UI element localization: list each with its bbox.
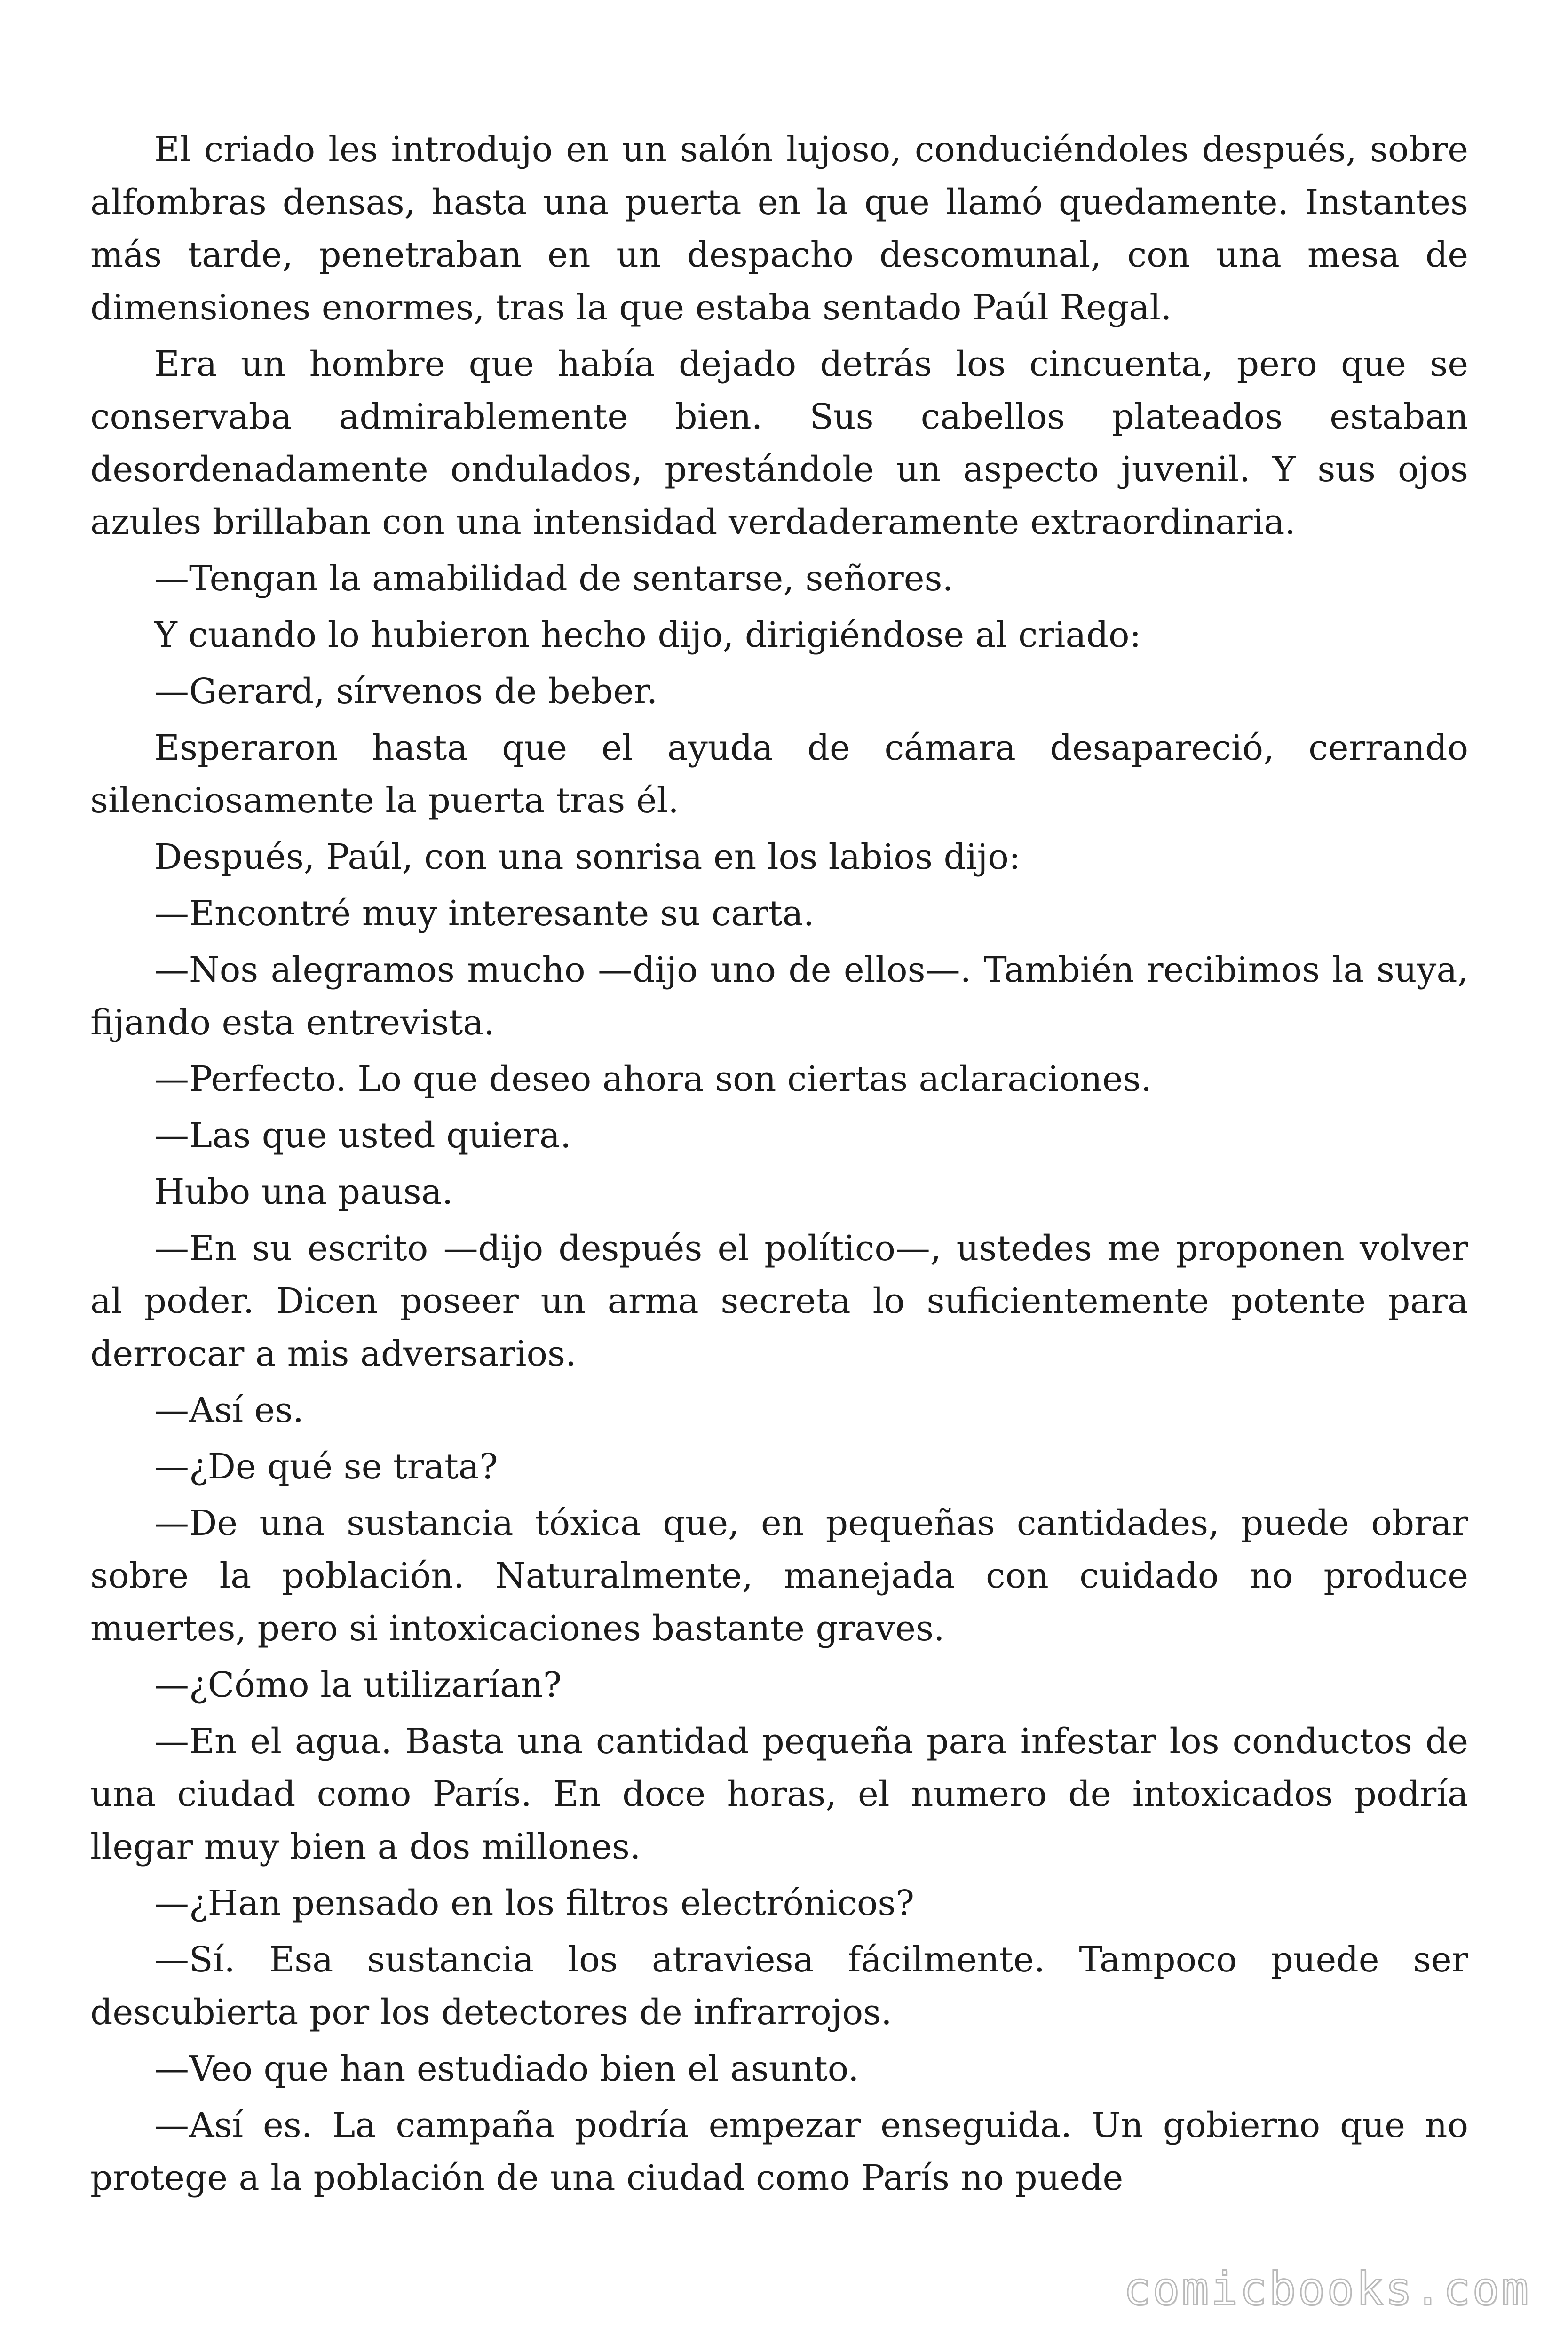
- paragraph: —Gerard, sírvenos de beber.: [154, 671, 658, 712]
- paragraph: Era un hombre que había dejado detrás los cincuenta, pero que se conservaba admirablemente bien. Sus cabellos plateados estaban desordenadamente ondulados, prestándole un aspecto juvenil. Y sus ojos azules brillaban con una intensidad verdaderamente extraordinaria.: [90, 344, 1468, 542]
- site-watermark: comicbooks.com: [1123, 2263, 1530, 2315]
- paragraph: —En su escrito —dijo después el político—, ustedes me proponen volver al poder. Dicen poseer un arma secreta lo suficientemente potente para derrocar a mis adversarios.: [90, 1228, 1468, 1374]
- paragraph: Y cuando lo hubieron hecho dijo, dirigiéndose al criado:: [154, 615, 1141, 655]
- paragraph: —¿Han pensado en los filtros electrónicos?: [154, 1883, 915, 1923]
- paragraph: —Así es. La campaña podría empezar enseguida. Un gobierno que no protege a la población de una ciudad como París no puede: [90, 2105, 1468, 2198]
- paragraph: Después, Paúl, con una sonrisa en los labios dijo:: [154, 837, 1021, 877]
- paragraph: Esperaron hasta que el ayuda de cámara desapareció, cerrando silenciosamente la puerta tras él.: [90, 728, 1468, 821]
- paragraph: —Así es.: [154, 1390, 304, 1430]
- paragraph: —Encontré muy interesante su carta.: [154, 893, 815, 934]
- paragraph: —Nos alegramos mucho —dijo uno de ellos—. También recibimos la suya, fijando esta entrevista.: [90, 950, 1468, 1043]
- paragraph: —¿De qué se trata?: [154, 1446, 498, 1487]
- paragraph: Hubo una pausa.: [154, 1172, 453, 1212]
- paragraph: —En el agua. Basta una cantidad pequeña para infestar los conductos de una ciudad como París. En doce horas, el numero de intoxicados podría llegar muy bien a dos millones.: [90, 1721, 1468, 1867]
- paragraph: —Las que usted quiera.: [154, 1115, 571, 1156]
- paragraph: —Tengan la amabilidad de sentarse, señores.: [154, 558, 954, 599]
- paragraph: El criado les introdujo en un salón lujoso, conduciéndoles después, sobre alfombras densas, hasta una puerta en la que llamó quedamente. Instantes más tarde, penetraban en un despacho descomunal, con una mesa de dimensiones enormes, tras la que estaba sentado Paúl Regal.: [90, 129, 1468, 328]
- paragraph: —Sí. Esa sustancia los atraviesa fácilmente. Tampoco puede ser descubierta por los detectores de infrarrojos.: [90, 1939, 1468, 2033]
- paragraph: —Veo que han estudiado bien el asunto.: [154, 2049, 859, 2089]
- paragraph: —Perfecto. Lo que deseo ahora son ciertas aclaraciones.: [154, 1059, 1152, 1099]
- page-text: [90, 123, 1468, 2208]
- paragraph: —¿Cómo la utilizarían?: [154, 1665, 562, 1705]
- paragraph: —De una sustancia tóxica que, en pequeñas cantidades, puede obrar sobre la población. Naturalmente, manejada con cuidado no produce muertes, pero si intoxicaciones bastante graves.: [90, 1503, 1468, 1649]
